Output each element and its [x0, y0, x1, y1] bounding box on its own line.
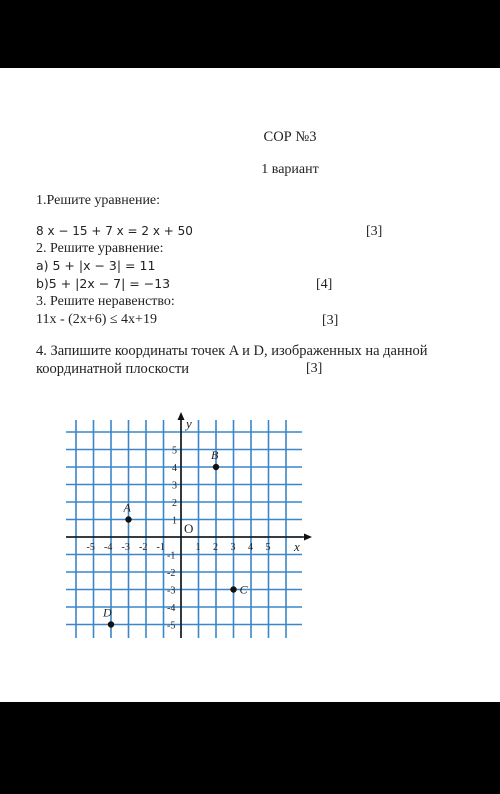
x-tick-label: -1 [156, 542, 165, 553]
document-title: СОР №3 [263, 129, 317, 145]
point-label-B: B [211, 448, 219, 462]
y-axis-label: y [186, 416, 192, 431]
point-B [213, 464, 219, 470]
variant-label: 1 вариант [261, 162, 319, 177]
x-tick-label: 5 [265, 542, 271, 553]
task-2-part-b: b)5 + |2x − 7| = −13 [36, 276, 171, 291]
task-3-inequality: 11x - (2x+6) ≤ 4x+19 [36, 312, 157, 327]
x-axis-label: x [294, 539, 300, 554]
point-C [230, 586, 236, 592]
task-1-equation: 8 x − 15 + 7 x = 2 x + 50 [36, 224, 193, 238]
x-tick-label: -2 [139, 542, 148, 553]
point-D [108, 621, 114, 627]
x-tick-label: -3 [121, 542, 130, 553]
y-axis-arrow [178, 412, 185, 420]
task-1-score: [3] [366, 224, 383, 239]
point-label-C: C [239, 582, 248, 597]
x-tick-label: 3 [230, 542, 236, 553]
task-2-prompt: 2. Решите уравнение: [36, 241, 164, 256]
task-4-prompt-line2: координатной плоскости [36, 361, 190, 377]
y-tick-label: 4 [172, 463, 177, 474]
y-tick-label: -3 [167, 585, 176, 597]
task-4-prompt-line1: 4. Запишите координаты точек A и D, изображенных на данной [36, 343, 428, 359]
point-label-D: D [103, 605, 112, 620]
task-1-prompt: 1.Решите уравнение: [36, 193, 161, 208]
x-tick-label: -5 [86, 542, 95, 553]
task-2-score: [4] [316, 277, 333, 292]
task-3-score: [3] [322, 313, 339, 328]
y-tick-label: 1 [172, 515, 177, 527]
y-tick-label: 5 [172, 445, 177, 457]
y-tick-label: 2 [172, 498, 177, 509]
x-tick-label: 1 [195, 542, 201, 553]
x-tick-label: -4 [104, 542, 113, 553]
y-tick-label: -5 [167, 620, 176, 632]
x-tick-label: 4 [248, 542, 253, 553]
task-3-prompt: 3. Решите неравенство: [36, 294, 175, 309]
point-A [125, 516, 131, 522]
task-4-score: [3] [306, 361, 323, 376]
y-tick-label: -2 [167, 568, 176, 579]
y-tick-label: 3 [172, 480, 177, 492]
y-tick-label: -1 [167, 550, 176, 562]
task-2-part-a: а) 5 + |x − 3| = 11 [36, 258, 156, 273]
origin-label: O [184, 521, 194, 536]
x-axis-arrow [304, 534, 312, 541]
x-tick-label: 2 [213, 542, 218, 553]
point-label-A: A [123, 500, 131, 515]
y-tick-label: -4 [167, 603, 176, 614]
